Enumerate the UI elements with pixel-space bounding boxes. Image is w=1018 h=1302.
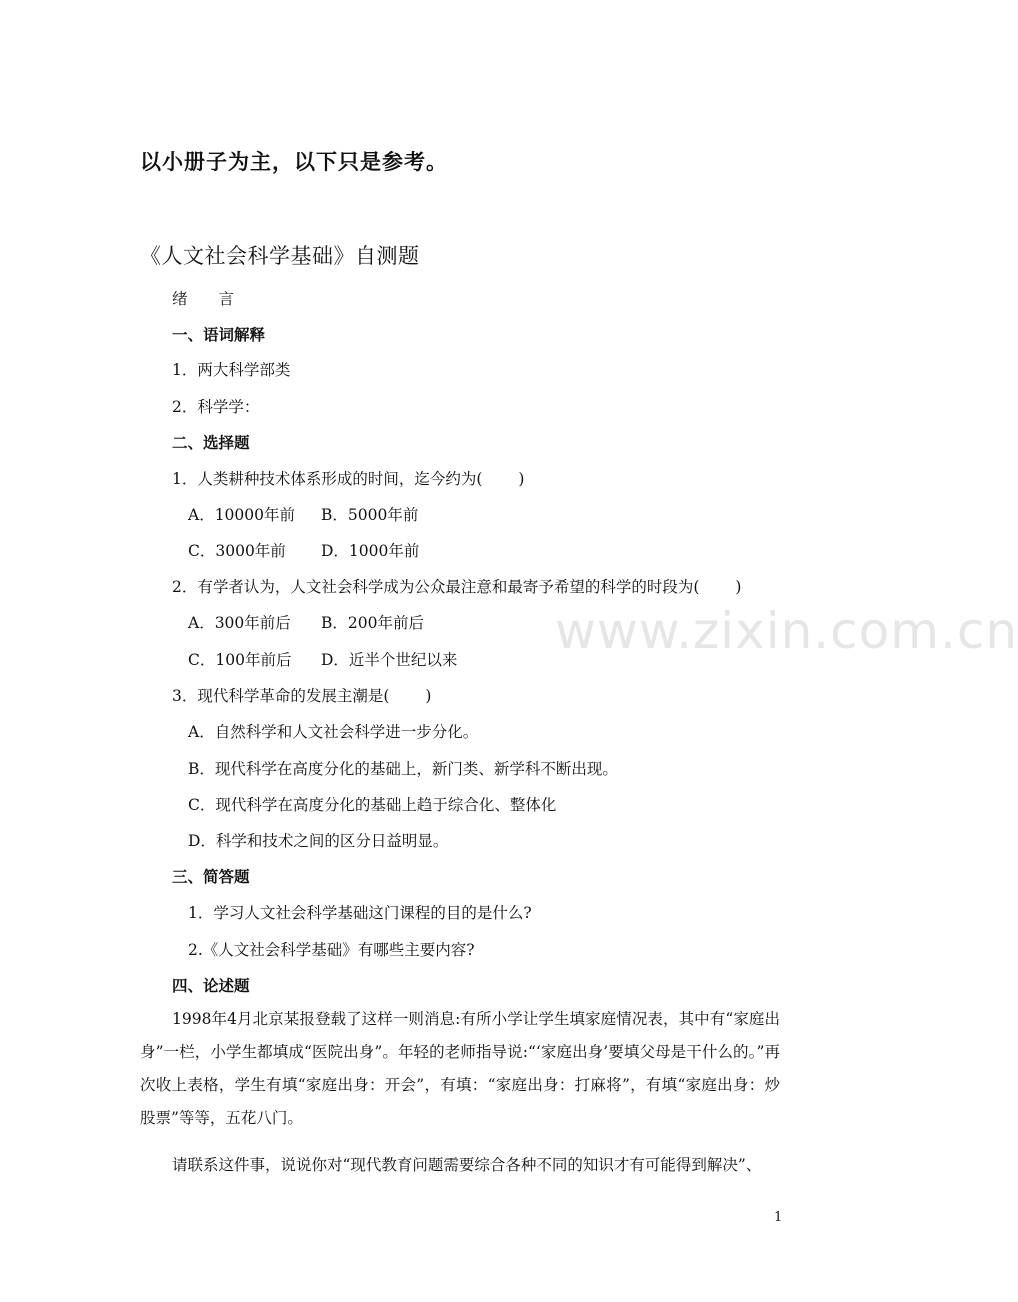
chapter-title: 绪 言 xyxy=(172,290,235,308)
choice-option: A．10000年前 xyxy=(188,506,296,524)
document-title: 《人文社会科学基础》自测题 xyxy=(140,244,420,268)
term-item: 2．科学学： xyxy=(172,398,260,416)
section-heading-essay: 四、论述题 xyxy=(172,977,250,995)
page-number: 1 xyxy=(774,1210,783,1225)
section-heading-short-answer: 三、简答题 xyxy=(172,868,250,886)
choice-option: B．现代科学在高度分化的基础上，新门类、新学科不断出现。 xyxy=(188,760,618,778)
notice-text: 以小册子为主，以下只是参考。 xyxy=(140,150,448,174)
short-answer-item: 2.《人文社会科学基础》有哪些主要内容? xyxy=(188,941,475,959)
choice-option: D．近半个世纪以来 xyxy=(321,651,458,669)
choice-option: B．200年前后 xyxy=(321,614,424,632)
choice-option: B．5000年前 xyxy=(321,506,419,524)
choice-option: C．现代科学在高度分化的基础上趋于综合化、整体化 xyxy=(188,796,557,814)
section-heading-terms: 一、语词解释 xyxy=(172,326,266,344)
essay-paragraph: 1998年4月北京某报登载了这样一则消息:有所小学让学生填家庭情况表，其中有“家庭出身”一栏，小学生都填成“医院出身”。年轻的老师指导说:“‘家庭出身’要填父母是干什么的。”再次收上表格，学生有填“家庭出身：开会”，有填：“家庭出身：打麻将”，有填“家庭出身：炒股票”等等，五花八门。 xyxy=(140,1010,780,1127)
choice-option: D．科学和技术之间的区分日益明显。 xyxy=(188,832,449,850)
short-answer-item: 1．学习人文社会科学基础这门课程的目的是什么? xyxy=(188,904,532,922)
section-heading-choice: 二、选择题 xyxy=(172,434,250,452)
term-item: 1．两大科学部类 xyxy=(172,361,291,379)
choice-option: D．1000年前 xyxy=(321,542,420,560)
essay-paragraph: 请联系这件事，说说你对“现代教育问题需要综合各种不同的知识才有可能得到解决”、 xyxy=(172,1156,762,1174)
question-stem: 3．现代科学革命的发展主潮是( ) xyxy=(172,687,432,705)
choice-option: C．100年前后 xyxy=(188,651,292,669)
choice-option: A．自然科学和人文社会科学进一步分化。 xyxy=(188,723,479,741)
choice-option: C．3000年前 xyxy=(188,542,286,560)
question-stem: 2．有学者认为，人文社会科学成为公众最注意和最寄予希望的科学的时段为( ) xyxy=(172,578,742,596)
question-stem: 1．人类耕种技术体系形成的时间，迄今约为( ) xyxy=(172,470,525,488)
choice-option: A．300年前后 xyxy=(188,614,291,632)
watermark: www.zixin.com.cn xyxy=(555,602,1018,660)
